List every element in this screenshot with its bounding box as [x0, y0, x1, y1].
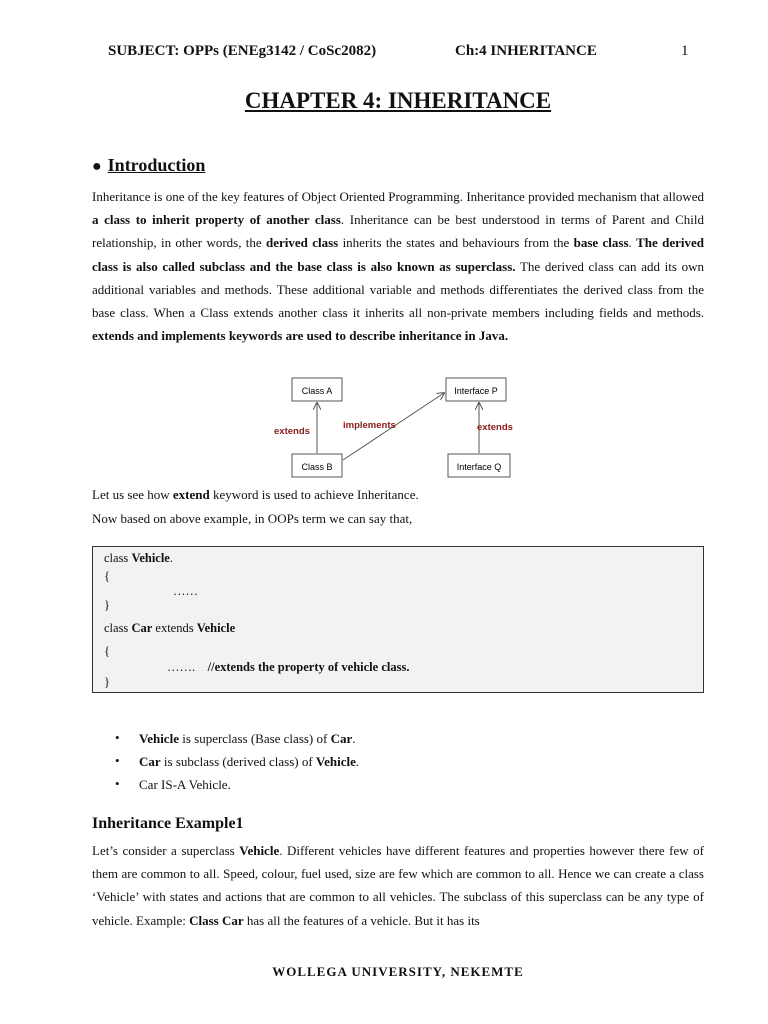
code-brace-close-2: }: [104, 675, 110, 689]
page-footer: WOLLEGA UNIVERSITY, NEKEMTE: [272, 964, 524, 979]
text-run: Now based on above example, in OOPs term we can say that,: [92, 511, 413, 526]
section-heading-introduction: [92, 155, 205, 176]
text-run: Let us see how: [92, 487, 173, 502]
list-item: [115, 777, 359, 800]
header-chapter: Ch:4 INHERITANCE: [455, 43, 597, 59]
code-classname: Vehicle: [196, 621, 236, 635]
bold-text: Vehicle: [315, 754, 356, 769]
text-run: inherits the states and behaviours from the: [338, 235, 574, 251]
page-number: 1: [681, 43, 689, 59]
text-run: Inheritance is one of the key features of Object Oriented Programming. Inheritance provided mechanism that allowed: [92, 189, 704, 204]
extends-label-right: extends: [477, 422, 513, 433]
code-keyword: extends: [152, 621, 197, 635]
bold-text: Vehicle: [139, 731, 179, 746]
text-run: Car IS-A Vehicle.: [139, 777, 231, 792]
text-run: .: [355, 754, 360, 769]
bold-text: base class: [573, 235, 629, 251]
code-brace-open-2: {: [104, 644, 110, 658]
code-dots-1: ……: [173, 584, 198, 598]
inheritance-diagram: [270, 372, 530, 482]
code-brace-open-1: {: [104, 569, 110, 583]
text-run: The derived class can add its own additional variables and methods. These additional variable and methods differentiates the derived class from the base class. When a Class extends another class it inherits all non-private members including fields and methods.: [92, 258, 704, 321]
bold-text: extends and implements keywords are used to describe inheritance in Java.: [92, 328, 509, 344]
text-run: has all the features of a vehicle. But it has its: [243, 912, 480, 928]
bold-text: The derived class is also called subclass and the base class is also known as superclass.: [92, 235, 704, 274]
text-run: keyword is used to achieve Inheritance.: [209, 487, 419, 502]
bold-text: Car: [330, 731, 353, 746]
code-keyword: class: [104, 551, 132, 565]
bold-text: Vehicle: [239, 843, 280, 858]
text-line-extend: [92, 487, 419, 503]
code-punct: .: [169, 551, 173, 565]
intro-paragraph: [92, 185, 704, 347]
class-b-label: Class B: [301, 462, 333, 472]
code-dots-2: …….: [167, 660, 196, 674]
code-line-class-car: [104, 621, 235, 636]
class-a-label: Class A: [301, 386, 333, 396]
text-run: . Different vehicles have different features and properties however there few of them are common to all. Speed, colour, fuel used, size are few which are common to all. Hence we can create a class ‘Vehicle’ with states and actions that are common to all vehicles. The subclass of this superclass can be any type of vehicle. Example:: [92, 843, 705, 928]
text-run: is subclass (derived class) of: [160, 754, 316, 769]
code-classname: Vehicle: [131, 551, 170, 565]
bold-text: derived class: [266, 235, 339, 251]
header-subject: SUBJECT: OPPs (ENEg3142 / CoSc2082): [108, 43, 377, 59]
code-line-class-vehicle: [104, 551, 173, 566]
intro-heading-label: Introduction: [107, 155, 206, 175]
code-comment: //extends the property of vehicle class.: [207, 660, 410, 674]
list-item: [115, 731, 359, 754]
interface-p-label: Interface P: [454, 386, 498, 396]
text-run: is superclass (Base class) of: [178, 731, 331, 746]
section-heading-example: Inheritance Example1: [92, 815, 244, 832]
text-run: Let’s consider a superclass: [92, 843, 240, 858]
code-line-comment: [167, 660, 409, 675]
bullet-list: [115, 731, 359, 800]
bold-text: Car: [139, 754, 161, 769]
text-run: .: [628, 235, 637, 251]
text-line-oops: [92, 511, 412, 527]
example-paragraph: [92, 839, 704, 932]
list-item: [115, 754, 359, 777]
text-run: . Inheritance can be best understood in terms of Parent and Child relationship, in other words, the: [92, 212, 704, 251]
interface-q-label: Interface Q: [456, 462, 502, 472]
page-title: CHAPTER 4: INHERITANCE: [244, 88, 552, 113]
implements-label: implements: [343, 420, 396, 431]
code-box: [92, 546, 704, 693]
code-keyword: class: [104, 621, 132, 635]
bold-text: a class to inherit property of another class: [92, 212, 341, 228]
code-classname: Car: [131, 621, 153, 635]
code-brace-close-1: }: [104, 598, 110, 612]
bold-text: extend: [172, 487, 210, 502]
bullet-icon: ●: [92, 158, 102, 175]
text-run: .: [352, 731, 356, 746]
bold-text: Class Car: [189, 912, 244, 928]
extends-label-left: extends: [274, 426, 310, 437]
